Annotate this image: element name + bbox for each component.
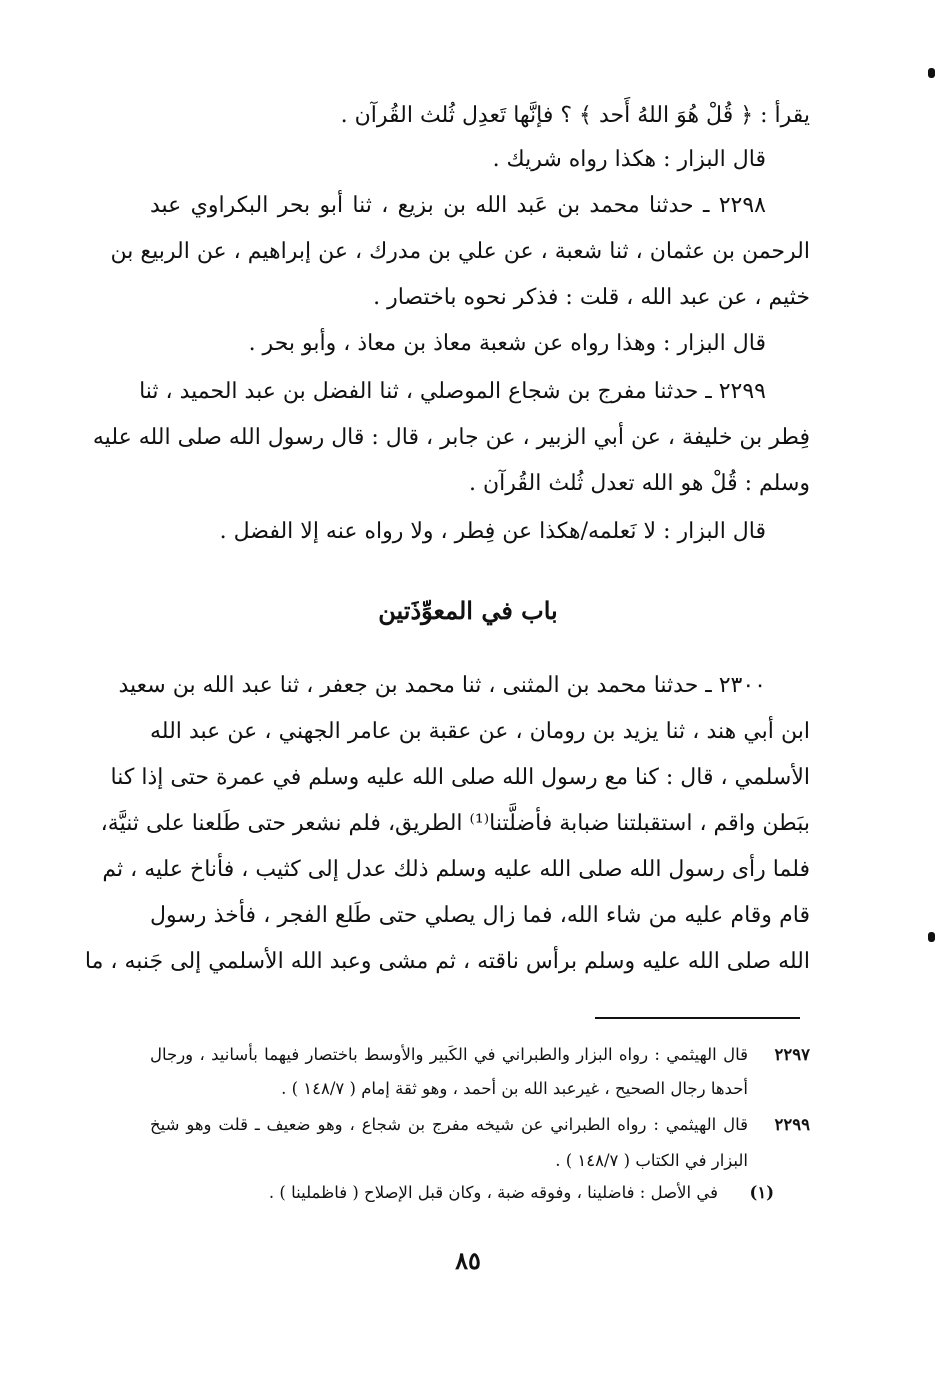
footnote-number: ٢٢٩٩ — [774, 1115, 810, 1134]
hadith-2299-line: ٢٢٩٩ ـ حدثنا مفرج بن شجاع الموصلي ، ثنا الفضل بن عبد الحميد ، ثنا — [139, 379, 766, 404]
text-line: قال البزار : وهذا رواه عن شعبة معاذ بن معاذ ، وأبو بحر . — [248, 331, 766, 356]
footnote-text: في الأصل : فاضلينا ، وفوقه ضبة ، وكان قبل الإصلاح ( فاظملينا ) . — [268, 1183, 718, 1202]
text-line: الله صلى الله عليه وسلم برأس ناقته ، ثم مشى وعبد الله الأسلمي إلى جَنبه ، ما — [84, 949, 810, 974]
footnote-divider — [595, 1017, 800, 1019]
text-line: وسلم : قُلْ هو الله تعدل ثُلث القُرآن . — [469, 471, 810, 496]
hadith-2300-line: ٢٣٠٠ ـ حدثنا محمد بن المثنى ، ثنا محمد بن جعفر ، ثنا عبد الله بن سعيد — [118, 673, 766, 698]
margin-mark — [928, 932, 935, 942]
text-line: قال البزار : هكذا رواه شريك . — [492, 147, 766, 172]
hadith-2298-line: ٢٢٩٨ ـ حدثنا محمد بن عَبد الله بن بزيع ، ثنا أبو بحر البكراوي عبد — [150, 193, 766, 218]
text-line: الرحمن بن عثمان ، ثنا شعبة ، عن علي بن مدرك ، عن إبراهيم ، عن الربيع بن — [110, 239, 810, 264]
text-line: فلما رأى رسول الله صلى الله عليه وسلم ذلك عدل إلى كثيب ، فأناخ عليه ، ثم — [102, 857, 810, 882]
text-line: ابن أبي هند ، ثنا يزيد بن رومان ، عن عقبة بن عامر الجهني ، عن عبد الله — [150, 719, 810, 744]
footnote-text: قال الهيثمي : رواه البزار والطبراني في الكَبير والأوسط باختصار فيهما بأسانيد ، ورجال — [150, 1045, 748, 1064]
footnote-text: البزار في الكتاب ( ١٤٨/٧ ) . — [555, 1151, 748, 1170]
text-line: ببَطن واقم ، استقبلتنا ضبابة فأضلَّتنا⁽¹⁾ الطريق، فلم نشعر حتى طَلعنا على ثنيَّة، — [100, 811, 810, 836]
footnote-text: قال الهيثمي : رواه الطبراني عن شيخه مفرج بن شجاع ، وهو ضعيف ـ قلت وهو شيخ — [150, 1115, 748, 1134]
page-number: ٨٥ — [455, 1246, 481, 1275]
text-line: فِطر بن خليفة ، عن أبي الزبير ، عن جابر ، قال : قال رسول الله صلى الله عليه — [92, 425, 810, 450]
footnote-text: أحدها رجال الصحيح ، غيرعبد الله بن أحمد ، وهو ثقة إمام ( ١٤٨/٧ ) . — [281, 1079, 748, 1098]
margin-mark — [928, 68, 935, 78]
text-line: خثيم ، عن عبد الله ، قلت : فذكر نحوه باختصار . — [373, 285, 810, 310]
footnote-number: (١) — [749, 1183, 774, 1202]
footnote-number: ٢٢٩٧ — [774, 1045, 810, 1064]
text-line: قال البزار : لا نَعلمه/هكذا عن فِطر ، ولا رواه عنه إلا الفضل . — [219, 519, 766, 544]
text-line: يقرأ : ﴿ قُلْ هُوَ اللهُ أَحد ﴾ ؟ فإنَّها تَعدِل ثُلث القُرآن . — [340, 103, 810, 128]
text-line: الأسلمي ، قال : كنا مع رسول الله صلى الله عليه وسلم في عمرة حتى إذا كنا — [110, 765, 810, 790]
section-heading: باب في المعوِّذَتين — [378, 596, 558, 625]
text-line: قام وقام عليه من شاء الله، فما زال يصلي حتى طَلع الفجر ، فأخذ رسول — [150, 903, 810, 928]
